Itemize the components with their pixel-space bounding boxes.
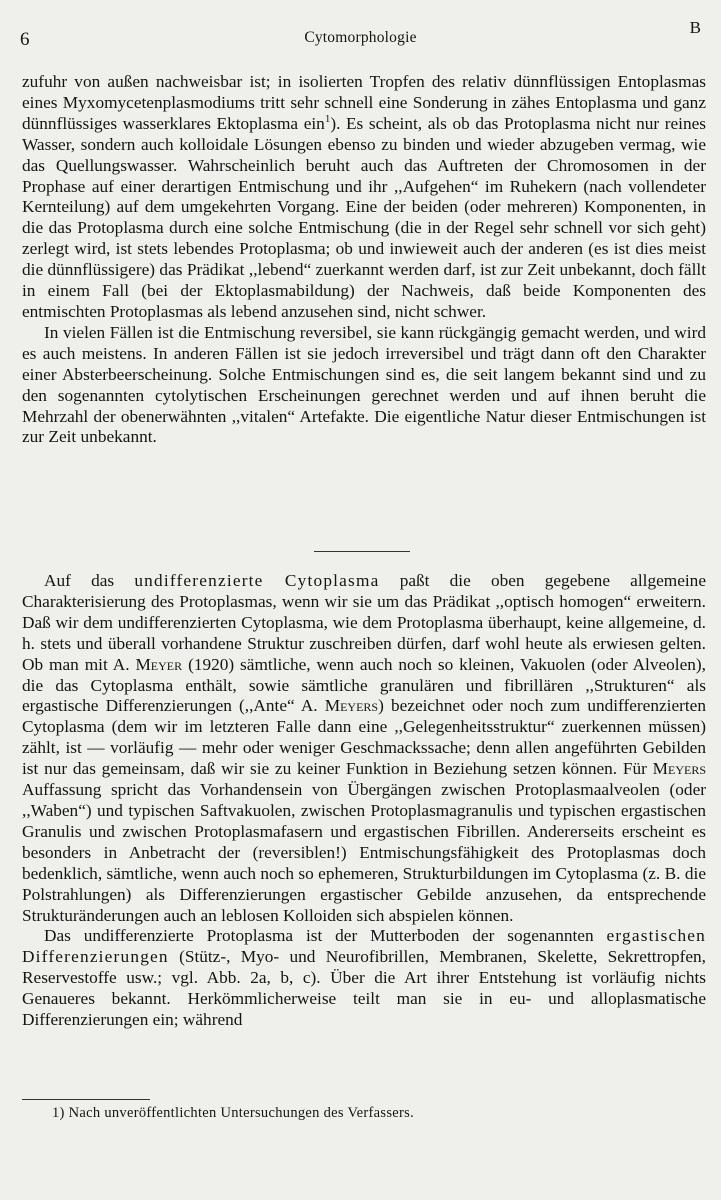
paragraph-3-text-d: ) bezeichnet oder noch zum undifferenzierten Cytoplasma (dem wir im letzteren Falle dann eine ,,Gelegenheitsstruktur“ zuerkennen müssen) zählt, ist — vorläufig — mehr oder weniger Geschmackssache; denn allen angeführten Gebilden ist nur das gemeinsam, daß wir sie zu keiner Funktion in Beziehung setzen können. Für (22, 696, 706, 779)
paragraph-3-text-a: Auf das (44, 571, 115, 590)
section-divider (314, 551, 410, 552)
paragraph-4-text-a: Das undifferenzierte Protoplasma ist der Mutterboden der sogenannten (44, 926, 594, 946)
author-name-meyers: Meyers (324, 696, 379, 716)
paragraph-3 (22, 571, 706, 926)
paragraph-2: In vielen Fällen ist die Entmischung reversibel, sie kann rückgängig gemacht werden, und wird es auch meistens. In anderen Fällen ist sie jedoch irreversibel und trägt dann oft den Charakter einer Absterbeerscheinung. Solche Entmischungen sind es, die seit langem bekannt sind und zu den sogenannten cytolytischen Erscheinungen gerechnet werden und auf ihnen beruht die Mehrzahl der obenerwähnten ,,vitalen“ Artefakte. Die eigentliche Natur dieser Entmischungen ist zur Zeit unbekannt. (22, 322, 706, 447)
page-header (0, 18, 721, 50)
paragraph-1-text-b: ). Es scheint, als ob das Protoplasma nicht nur reines Wasser, sondern auch kolloidale Lösungen ebenso zu binden und wieder abzugeben vermag, wie das Quellungswasser. Wahrscheinlich beruht auch das Auftreten der Chromosomen in der Prophase auf einer derartigen Entmischung und ihr ,,Aufgehen“ im Ruhekern (nach vollendeter Kernteilung) auf dem umgekehrten Vorgang. Eine der beiden (oder mehreren) Komponenten, in die das Protoplasma durch eine solche Entmischung (die in der Regel sehr schnell vor sich geht) zerlegt wird, ist stets lebendes Protoplasma; ob und inwieweit auch der anderen (es ist dies meist die dünnflüssigere) das Prädikat ,,lebend“ zuerkannt werden darf, ist zur Zeit unbekannt, doch fällt in einem Fall (bei der Ektoplasmabildung) der Nachweis, daß beide Komponenten des entmischten Protoplasmas als lebend anzusehen sind, nicht schwer. (22, 113, 706, 321)
paragraph-4-text-b: (Stütz-, Myo- und Neurofibrillen, Membranen, Skelette, Sekrettropfen, Reservestoffe usw.; vgl. Abb. 2a, b, c). Über die Art ihrer Entstehung ist vorläufig nichts Genaueres bekannt. Herkömmlicherweise teilt man sie in eu- und alloplasmatische Differenzierungen ein; während (22, 947, 706, 1030)
body-text-upper (22, 72, 706, 448)
term-undifferentiated-cytoplasm: undifferenzierte Cytoplasma (134, 571, 380, 590)
body-text-lower (22, 571, 706, 1031)
corner-mark: B (689, 18, 701, 37)
paragraph-1-text-a: zufuhr von außen nachweisbar ist; in isolierten Tropfen des relativ dünnflüssigen Entoplasmas eines Myxomycetenplasmodiums tritt sehr schnell eine Sonderung in zähes Entoplasma und ganz dünnflüssiges wasserklares Ektoplasma ein (22, 72, 706, 133)
paragraph-3-text-c: (1920) sämtliche, wenn auch noch so kleinen, Vakuolen (oder Alveolen), die das Cytoplasma enthält, sowie sämtliche granulären und fibrillären ,,Strukturen“ als ergastische Differenzierungen (,,Ante“ A. (22, 654, 706, 716)
term-ergastic-differentiations: ergastischen Differenzierungen (22, 926, 706, 967)
page-number: 6 (20, 29, 30, 50)
paragraph-4 (22, 926, 706, 1031)
author-name-meyer: Meyer (135, 654, 183, 674)
running-title: Cytomorphologie (304, 29, 417, 46)
paragraph-1 (22, 72, 706, 323)
footnote-reference: 1 (324, 113, 331, 126)
footnote-rule (22, 1099, 150, 1100)
author-name-meyers-2: Meyers (652, 759, 706, 779)
paragraph-3-text-e: Auffassung spricht das Vorhandensein von Übergängen zwischen Protoplasmaalveolen (oder ,,Waben“) und typischen Saftvakuolen, zwischen Protoplasmagranulis und typischen ergastischen Granulis und zwischen Protoplasmafasern und ergastischen Fibrillen. Andererseits erscheint es besonders in Anbetracht der (reversiblen!) Entmischungsfähigkeit des Protoplasmas doch bedenklich, sämtliche, wenn auch noch so ephemeren, Strukturbildungen im Cytoplasma (z. B. die Polstrahlungen) als Differenzierungen ergastischer Gebilde anzusehen, da entsprechende Strukturänderungen auch an leblosen Kolloiden sich abspielen können. (22, 780, 706, 925)
paragraph-3-text-b: paßt die oben gegebene allgemeine Charakterisierung des Protoplasmas, wenn wir sie um das Prädikat ,,optisch homogen“ erweitern. Daß wir dem undifferenzierten Cytoplasma, wie dem Protoplasma überhaupt, keine allgemeine, d. h. stets und überall vorhandene Struktur zuschreiben dürfen, darf wohl heute als erwiesen gelten. Ob man mit A. (22, 571, 706, 674)
footnote: 1) Nach unveröffentlichten Untersuchungen des Verfassers. (52, 1105, 415, 1121)
